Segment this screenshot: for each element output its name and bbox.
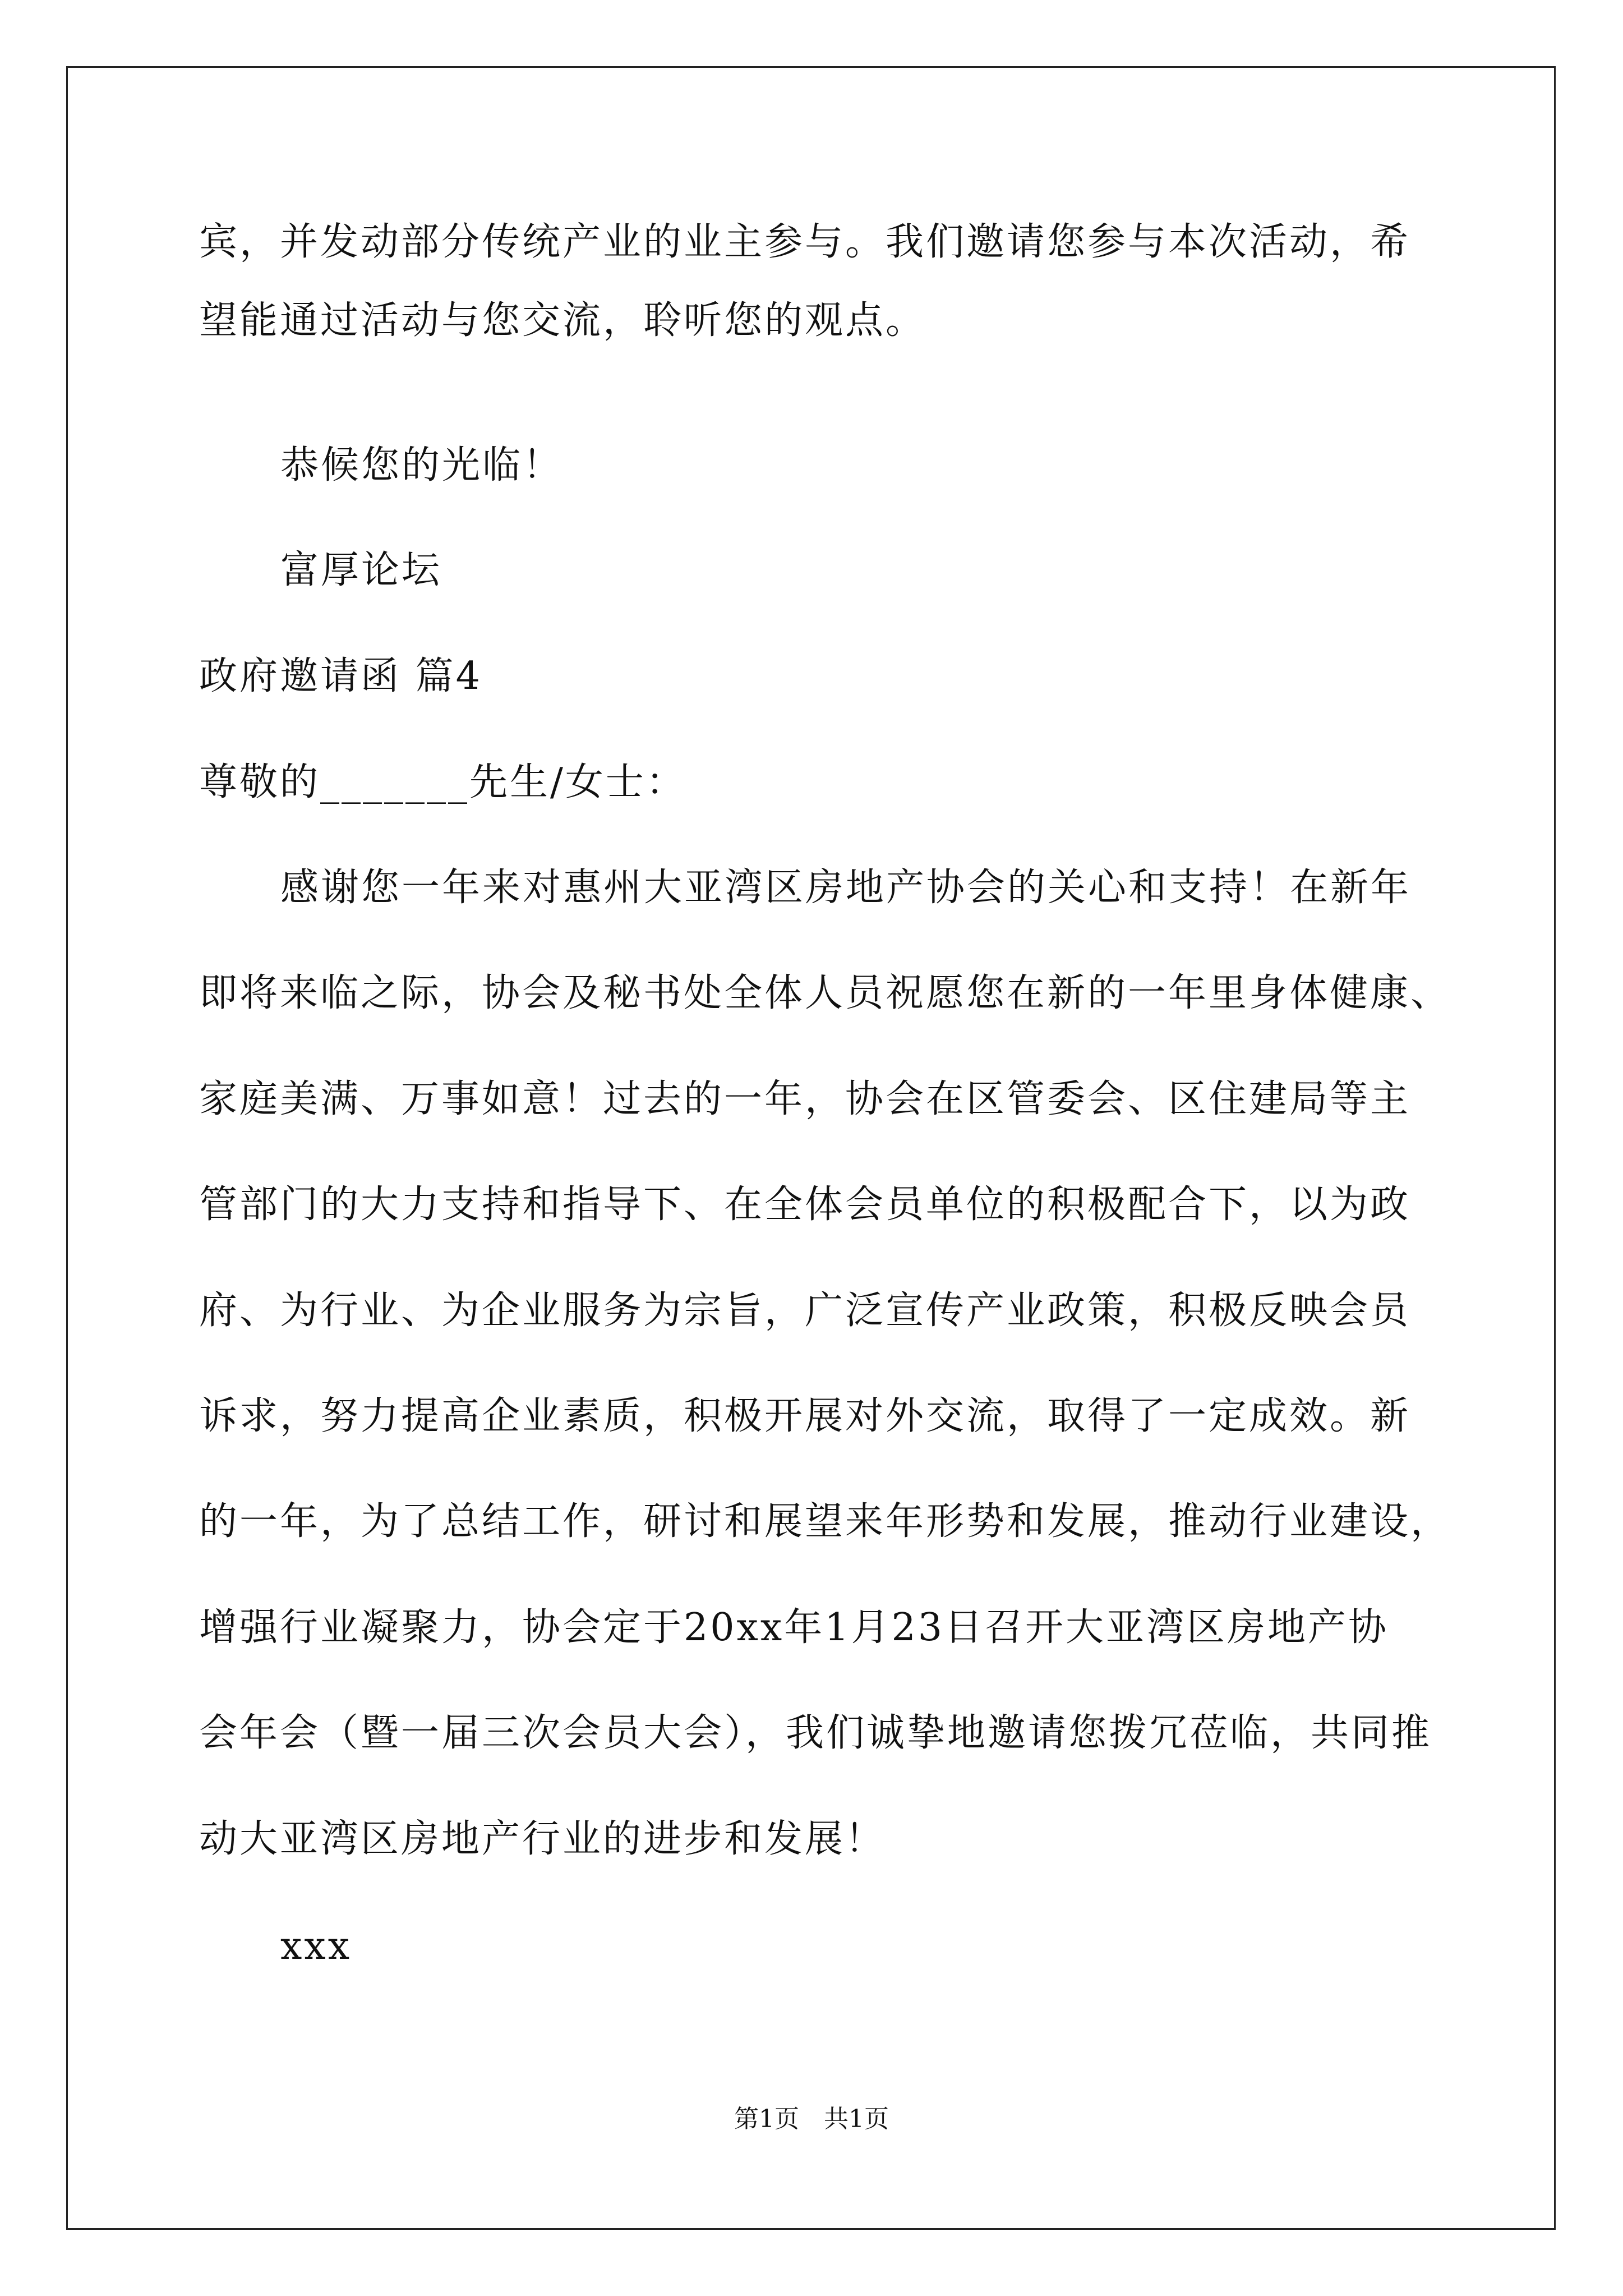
text-line: 府、为行业、为企业服务为宗旨，广泛宣传产业政策，积极反映会员: [199, 1289, 1411, 1333]
text-line: 感谢您一年来对惠州大亚湾区房地产协会的关心和支持！在新年: [280, 866, 1412, 910]
text-line: 增强行业凝聚力，协会定于20xx年1月23日召开大亚湾区房地产协: [199, 1605, 1389, 1650]
closing-line: 恭候您的光临！: [280, 443, 564, 487]
sender-name: xxx: [280, 1924, 352, 1968]
section-heading: 政府邀请函 篇4: [199, 654, 482, 698]
page-border: [66, 66, 1556, 2230]
text-line: 的一年，为了总结工作，研讨和展望来年形势和发展，推动行业建设，: [199, 1499, 1451, 1544]
text-line: 即将来临之际，协会及秘书处全体人员祝愿您在新的一年里身体健康、: [199, 971, 1451, 1015]
page-number: 第1页 共1页: [734, 2105, 889, 2133]
text-line: 动大亚湾区房地产行业的进步和发展！: [199, 1817, 886, 1861]
text-line: 会年会（暨一届三次会员大会），我们诚挚地邀请您拨冗莅临，共同推: [199, 1711, 1432, 1755]
text-line: 管部门的大力支持和指导下、在全体会员单位的积极配合下，以为政: [199, 1182, 1411, 1227]
text-line: 望能通过活动与您交流，聆听您的观点。: [199, 298, 926, 343]
text-line: 诉求，努力提高企业素质，积极开展对外交流，取得了一定成效。新: [199, 1394, 1411, 1438]
signature: 富厚论坛: [280, 548, 442, 592]
text-line: 家庭美满、万事如意！过去的一年，协会在区管委会、区住建局等主: [199, 1077, 1411, 1121]
text-line: 宾，并发动部分传统产业的业主参与。我们邀请您参与本次活动，希: [199, 220, 1411, 264]
salutation: 尊敬的_______先生/女士：: [199, 760, 686, 804]
